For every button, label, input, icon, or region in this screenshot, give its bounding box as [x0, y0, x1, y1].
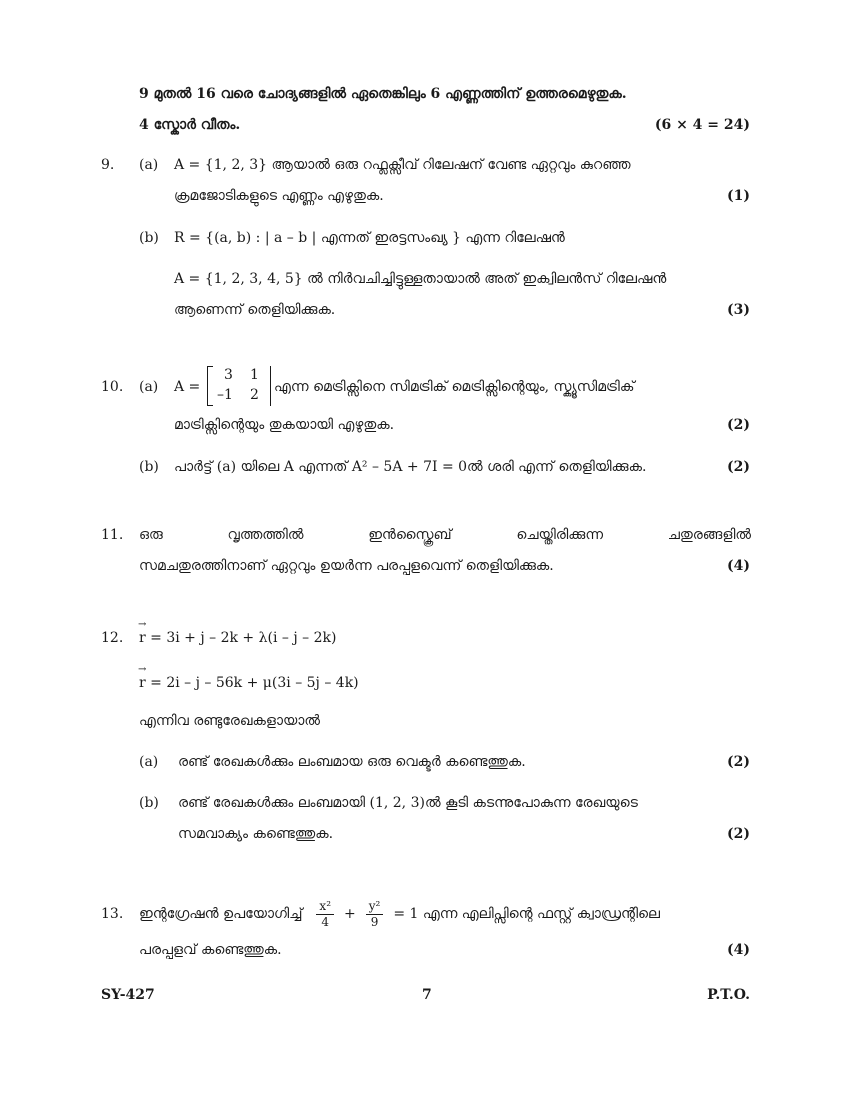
question-word: ചെയ്തിരിക്കുന്ന	[516, 527, 603, 543]
marks: (2)	[727, 754, 750, 770]
matrix-prefix: A =	[174, 379, 201, 395]
part-label: (b)	[139, 459, 159, 475]
question-text: പരപ്പളവ് കണ്ടെത്തുക.	[139, 942, 282, 958]
question-number: 11.	[101, 527, 124, 543]
vector-r: → r	[139, 675, 146, 691]
question-text: ഇന്റഗ്രേഷൻ ഉപയോഗിച്ച്	[139, 906, 303, 922]
matrix-cell: 3	[224, 367, 233, 383]
marks: (4)	[727, 942, 750, 958]
question-text: പാർട്ട് (a) യിലെ A എന്നത് A² – 5A + 7I = 0ൽ ശരി എന്ന് തെളിയിക്കുക.	[174, 459, 647, 475]
part-label: (a)	[139, 379, 159, 395]
fraction-numerator: x²	[316, 899, 334, 915]
part-label: (b)	[139, 230, 159, 246]
total-marks: (6 × 4 = 24)	[654, 117, 750, 133]
question-text: എന്ന മെട്രിക്സിനെ സിമട്രിക് മെട്രിക്സിന്റെയും, സ്ക്യൂസിമട്രിക്	[274, 379, 635, 395]
marks: (2)	[727, 826, 750, 842]
fraction-y	[366, 899, 384, 930]
justified-line	[139, 527, 751, 543]
part-label: (b)	[139, 795, 159, 811]
equation-text: = 3i + j – 2k + λ(i – j – 2k)	[150, 630, 337, 646]
question-text: A = {1, 2, 3, 4, 5} ൽ നിർവചിച്ചിട്ടുള്ളതായാൽ അത് ഇക്വിലൻസ് റിലേഷൻ	[174, 271, 667, 287]
marks: (3)	[727, 302, 750, 318]
question-word: ചതുരങ്ങളിൽ	[667, 527, 751, 543]
pto-label: P.T.O.	[707, 987, 750, 1003]
vector-r: → r	[139, 630, 146, 646]
question-text: എന്നിവ രണ്ടുരേഖകളായാൽ	[139, 713, 320, 729]
part-label: (a)	[139, 157, 159, 173]
plus-sign: +	[344, 906, 356, 922]
question-text: R = {(a, b) : | a – b | എന്നത് ഇരട്ടസംഖ്യ } എന്ന റിലേഷൻ	[174, 230, 565, 246]
marks: (2)	[727, 459, 750, 475]
question-number: 9.	[101, 157, 115, 173]
question-line	[139, 895, 660, 933]
question-text: രണ്ട് രേഖകൾക്കും ലംബമായ ഒരു വെക്ടർ കണ്ടെത്തുക.	[178, 754, 526, 770]
matrix-cell: 1	[250, 367, 259, 383]
page-number: 7	[422, 987, 432, 1003]
matrix-cell: –1	[217, 387, 233, 403]
paper-code: SY-427	[101, 987, 155, 1003]
vector-equation	[139, 675, 359, 691]
score-note: 4 സ്കോർ വീതം.	[139, 117, 241, 133]
marks: (1)	[727, 188, 750, 204]
question-text: ആണെന്ന് തെളിയിക്കുക.	[174, 302, 336, 318]
fraction-denominator: 9	[370, 914, 379, 929]
question-number: 12.	[101, 630, 124, 646]
marks: (4)	[727, 558, 750, 574]
question-number: 13.	[101, 906, 124, 922]
vector-equation	[139, 630, 336, 646]
question-text: സമവാക്യം കണ്ടെത്തുക.	[178, 826, 334, 842]
equation-text: = 2i – j – 56k + μ(3i – 5j – 4k)	[150, 675, 359, 691]
question-word: വൃത്തത്തിൽ	[227, 527, 304, 543]
fraction-numerator: y²	[366, 899, 384, 915]
question-text: ക്രമജോടികളുടെ എണ്ണം എഴുതുക.	[174, 188, 384, 204]
question-text: സമചതുരത്തിനാണ് ഏറ്റവും ഉയർന്ന പരപ്പളവെന്ന് തെളിയിക്കുക.	[139, 558, 554, 574]
matrix	[207, 366, 271, 406]
instructions-line: 9 മുതൽ 16 വരെ ചോദ്യങ്ങളിൽ ഏതെങ്കിലും 6 എണ്ണത്തിന് ഉത്തരമെഴുതുക.	[139, 86, 627, 102]
question-text: രണ്ട് രേഖകൾക്കും ലംബമായി (1, 2, 3)ൽ കൂടി കടന്നുപോകുന്ന രേഖയുടെ	[178, 795, 638, 811]
question-text: A = {1, 2, 3} ആയാൽ ഒരു റഫ്ലക്സീവ് റിലേഷന് വേണ്ട ഏറ്റവും കുറഞ്ഞ	[174, 157, 631, 173]
question-word: ഇൻസ്ക്രൈബ്	[368, 527, 452, 543]
question-word: ഒരു	[139, 527, 163, 543]
marks: (2)	[727, 417, 750, 433]
part-label: (a)	[139, 754, 159, 770]
fraction-denominator: 4	[321, 914, 330, 929]
question-text: മാട്രിക്സിന്റെയും തുകയായി എഴുതുക.	[174, 417, 395, 433]
question-number: 10.	[101, 379, 124, 395]
matrix-cell: 2	[250, 387, 259, 403]
question-text: = 1 എന്ന എലിപ്സിന്റെ ഫസ്റ്റ് ക്വാഡ്രന്റിലെ	[393, 906, 660, 922]
fraction-x	[316, 899, 334, 930]
